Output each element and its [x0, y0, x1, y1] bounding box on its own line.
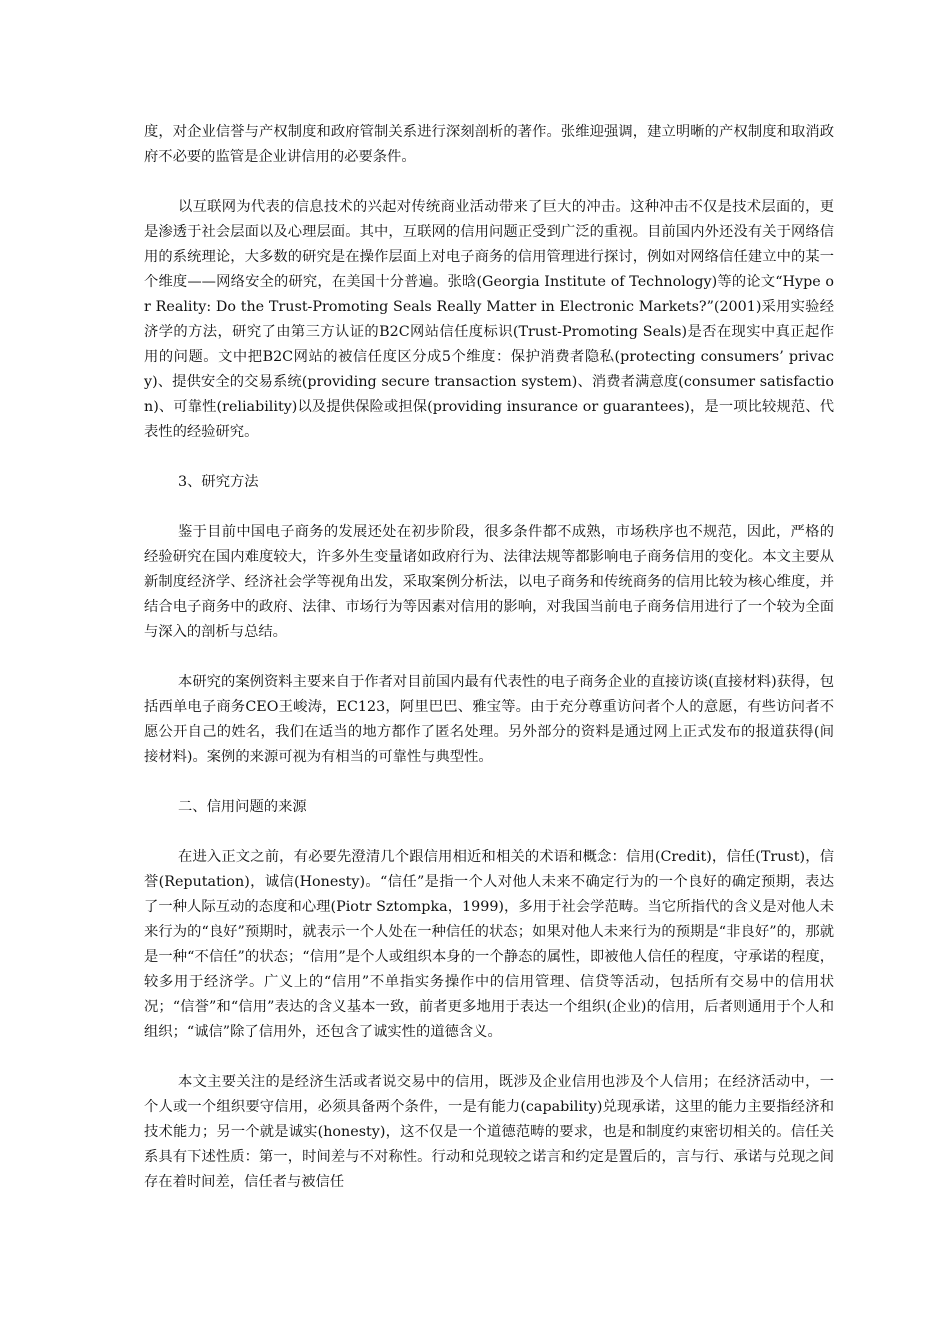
section-heading-research-method: 3、研究方法	[178, 474, 259, 490]
paragraph-intro-continuation: 度，对企业信誉与产权制度和政府管制关系进行深刻剖析的著作。张维迎强调，建立明晰的产权制度和取消政府不必要的监管是企业讲信用的必要条件。	[144, 124, 834, 165]
paragraph-case-materials: 本研究的案例资料主要来自于作者对目前国内最有代表性的电子商务企业的直接访谈(直接材料)获得，包括西单电子商务CEO王峻涛，EC123，阿里巴巴、雅宝等。由于充分尊重访问者个人的意愿，有些访问者不愿公开自己的姓名，我们在适当的地方都作了匿名处理。另外部分的资料是通过网上正式发布的报道获得(间接材料)。案例的来源可视为有相当的可靠性与典型性。	[144, 674, 834, 765]
paragraph-internet-credit-research: 以互联网为代表的信息技术的兴起对传统商业活动带来了巨大的冲击。这种冲击不仅是技术层面的，更是渗透于社会层面以及心理层面。其中，互联网的信用问题正受到广泛的重视。目前国内外还没有关于网络信用的系统理论，大多数的研究是在操作层面上对电子商务的信用管理进行探讨，例如对网络信任建立中的某一个维度——网络安全的研究，在美国十分普遍。张晗(Georgia Institute of Technology)等的论文“Hype or Reality: Do the Trust-Promoting Seals Really Matter in Electronic Markets?”(2001)采用实验经济学的方法，研究了由第三方认证的B2C网站信任度标识(Trust-Promoting Seals)是否在现实中真正起作用的问题。文中把B2C网站的被信任度区分成5个维度：保护消费者隐私(protecting consumers’ privacy)、提供安全的交易系统(providing secure transaction system)、消费者满意度(consumer satisfaction)、可靠性(reliability)以及提供保险或担保(providing insurance or guarantees)，是一项比较规范、代表性的经验研究。	[144, 199, 834, 440]
paragraph-research-method: 鉴于目前中国电子商务的发展还处在初步阶段，很多条件都不成熟，市场秩序也不规范，因此，严格的经验研究在国内难度较大，许多外生变量诸如政府行为、法律法规等都影响电子商务信用的变化。本文主要从新制度经济学、经济社会学等视角出发，采取案例分析法，以电子商务和传统商务的信用比较为核心维度，并结合电子商务中的政府、法律、市场行为等因素对信用的影响，对我国当前电子商务信用进行了一个较为全面与深入的剖析与总结。	[144, 524, 834, 640]
paragraph-term-definitions: 在进入正文之前，有必要先澄清几个跟信用相近和相关的术语和概念：信用(Credit)，信任(Trust)，信誉(Reputation)，诚信(Honesty)。“信任”是指一个人对他人未来不确定行为的一个良好的确定预期，表达了一种人际互动的态度和心理(Piotr Sztompka，1999)，多用于社会学范畴。当它所指代的含义是对他人未来行为的“良好”预期时，就表示一个人处在一种信任的状态；如果对他人未来行为的预期是“非良好”的，那就是一种“不信任”的状态；“信用”是个人或组织本身的一个静态的属性，即被他人信任的程度，守承诺的程度，较多用于经济学。广义上的“信用”不单指实务操作中的信用管理、信贷等活动，包括所有交易中的信用状况；“信誉”和“信用”表达的含义基本一致，前者更多地用于表达一个组织(企业)的信用，后者则通用于个人和组织；“诚信”除了信用外，还包含了诚实性的道德含义。	[144, 849, 834, 1040]
section-heading-credit-source: 二、信用问题的来源	[178, 799, 307, 815]
document-page	[144, 120, 834, 1195]
paragraph-economic-credit: 本文主要关注的是经济生活或者说交易中的信用，既涉及企业信用也涉及个人信用；在经济活动中，一个人或一个组织要守信用，必须具备两个条件，一是有能力(capability)兑现承诺，这里的能力主要指经济和技术能力；另一个就是诚实(honesty)，这不仅是一个道德范畴的要求，也是和制度约束密切相关的。信任关系具有下述性质：第一，时间差与不对称性。行动和兑现较之诺言和约定是置后的，言与行、承诺与兑现之间存在着时间差，信任者与被信任	[144, 1074, 834, 1190]
